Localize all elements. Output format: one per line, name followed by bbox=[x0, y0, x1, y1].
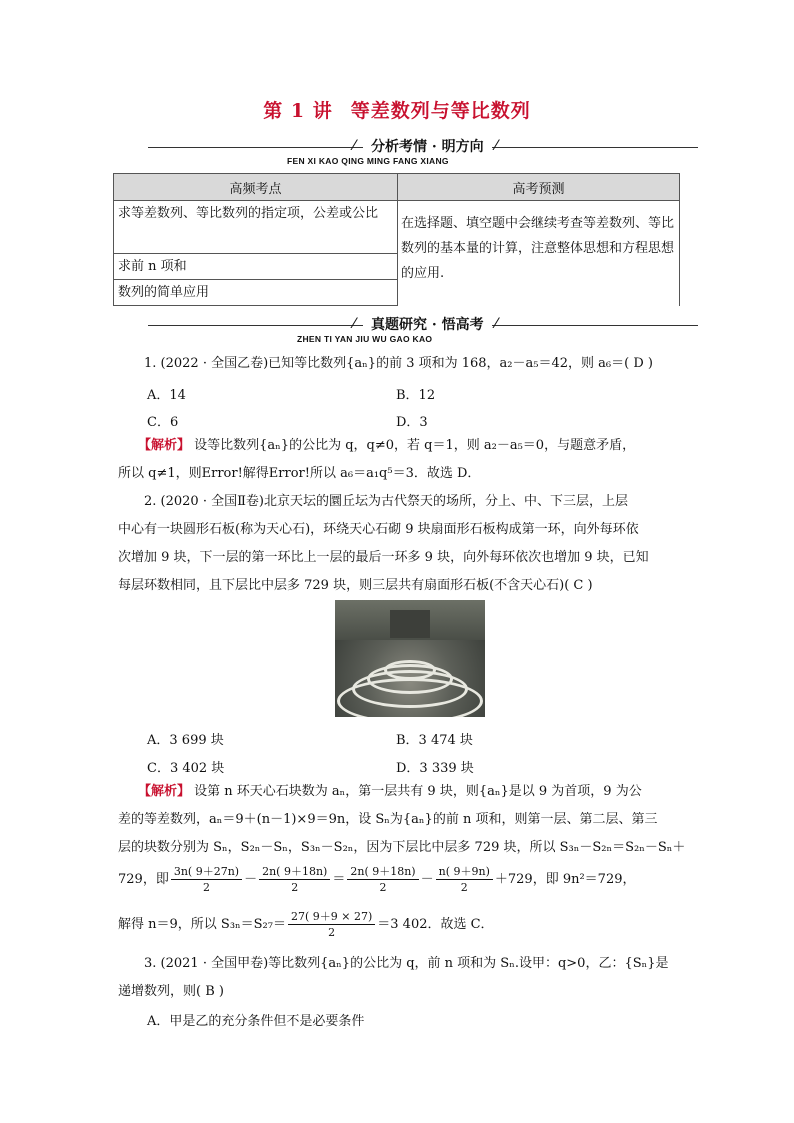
slash-decoration-left: ⁄ bbox=[353, 316, 356, 332]
question-2-stem-line3: 次增加 9 块，下一层的第一环比上一层的最后一环多 9 块，向外每环依次也增加 9 块，已知 bbox=[118, 550, 649, 565]
q2-analysis bbox=[138, 778, 688, 806]
question-1-stem: 1. (2022 · 全国乙卷)已知等比数列{aₙ}的前 3 项和为 168，a₂－a₅＝42，则 a₆＝( D ) bbox=[144, 356, 653, 371]
section-banner-analysis bbox=[113, 136, 698, 176]
q2-solution: 解得 n＝9，所以 S₃ₙ＝S₂₇＝ $\frac{27( 9+9 \times 27)}{2}$ ＝3 402．故选 C． bbox=[118, 910, 494, 939]
topic-cell: 数列的简单应用 bbox=[114, 280, 398, 306]
question-3-stem-line2: 递增数列，则( B ) bbox=[118, 984, 224, 999]
fraction: $\frac{2n( 9+18n)}{2}$ bbox=[347, 864, 418, 895]
section-label: 真题研究 · 悟高考 bbox=[363, 314, 492, 334]
slash-decoration-right: ⁄ bbox=[495, 316, 498, 332]
slash-decoration-left: ⁄ bbox=[353, 138, 356, 154]
topic-cell: 求等差数列、等比数列的指定项，公差或公比 bbox=[114, 201, 398, 254]
q2-option-b: B．3 474 块 bbox=[396, 733, 473, 748]
slash-decoration-right: ⁄ bbox=[495, 138, 498, 154]
prediction-cell: 在选择题、填空题中会继续考查等差数列、等比数列的基本量的计算，注意整体思想和方程思想的应用. bbox=[398, 201, 680, 306]
analysis-text: 设等比数列{aₙ}的公比为 q，q≠0，若 q＝1，则 a₂－a₅＝0，与题意矛盾， bbox=[194, 438, 636, 453]
q2-analysis-line3: 层的块数分别为 Sₙ，S₂ₙ－Sₙ，S₃ₙ－S₂ₙ，因为下层比中层多 729 块，所以 S₃ₙ－S₂ₙ＝S₂ₙ－Sₙ＋ bbox=[118, 840, 686, 855]
section-banner-exam bbox=[113, 314, 698, 354]
lecture-number: 第 1 讲 bbox=[263, 100, 333, 122]
q3-option-a: A．甲是乙的充分条件但不是必要条件 bbox=[147, 1014, 365, 1029]
q1-option-d: D．3 bbox=[396, 415, 428, 430]
analysis-text: 设第 n 环天心石块数为 aₙ，第一层共有 9 块，则{aₙ}是以 9 为首项，9 为公 bbox=[194, 784, 642, 799]
fraction: $\frac{n( 9+9n)}{2}$ bbox=[436, 864, 493, 895]
lecture-topic: 等差数列与等比数列 bbox=[350, 100, 531, 122]
section-pinyin: FEN XI KAO QING MING FANG XIANG bbox=[287, 156, 449, 166]
question-2-stem-line2: 中心有一块圆形石板(称为天心石)，环绕天心石砌 9 块扇面形石板构成第一环，向外每环依 bbox=[118, 522, 639, 537]
q1-option-b: B．12 bbox=[396, 388, 436, 403]
topic-cell: 求前 n 项和 bbox=[114, 254, 398, 280]
question-2-stem-line1: 2. (2020 · 全国Ⅱ卷)北京天坛的圜丘坛为古代祭天的场所，分上、中、下三层，上层 bbox=[144, 494, 628, 509]
fraction: $\frac{2n( 9+18n)}{2}$ bbox=[259, 864, 330, 895]
analysis-tag: 【解析】 bbox=[138, 784, 191, 799]
section-label: 分析考情 · 明方向 bbox=[363, 136, 492, 156]
exam-analysis-table bbox=[113, 173, 680, 306]
question-2-stem-line4: 每层环数相同，且下层比中层多 729 块，则三层共有扇面形石板(不含天心石)( C ) bbox=[118, 578, 593, 593]
q1-option-a: A．14 bbox=[147, 388, 186, 403]
q1-analysis-line2: 所以 q≠1，则Error!解得Error!所以 a₆＝a₁q⁵＝3．故选 D． bbox=[118, 466, 481, 481]
fraction: $\frac{3n( 9+27n)}{2}$ bbox=[171, 864, 242, 895]
page-title bbox=[0, 96, 794, 123]
analysis-tag: 【解析】 bbox=[138, 438, 191, 453]
question-3-stem-line1: 3. (2021 · 全国甲卷)等比数列{aₙ}的公比为 q，前 n 项和为 Sₙ.设甲：q>0，乙：{Sₙ}是 bbox=[144, 956, 669, 971]
q1-option-c: C．6 bbox=[147, 415, 179, 430]
q2-equation: 729，即 $\frac{3n( 9+27n)}{2}$ － $\frac{2n( 9+18n)}{2}$ ＝ $\frac{2n( 9+18n)}{2}$ － $\frac{n( 9+9n)}{2}$ ＋729，即 9n²＝729， bbox=[118, 865, 636, 894]
section-pinyin: ZHEN TI YAN JIU WU GAO KAO bbox=[297, 334, 433, 344]
q2-option-d: D．3 339 块 bbox=[396, 761, 474, 776]
q2-option-c: C．3 402 块 bbox=[147, 761, 225, 776]
temple-of-heaven-photo bbox=[335, 600, 485, 717]
q2-analysis-line2: 差的等差数列，aₙ＝9＋(n－1)×9＝9n，设 Sₙ为{aₙ}的前 n 项和，则第一层、第二层、第三 bbox=[118, 812, 658, 827]
table-header-prediction: 高考预测 bbox=[398, 174, 680, 201]
q1-analysis bbox=[138, 432, 688, 460]
fraction: $\frac{27( 9+9 \times 27)}{2}$ bbox=[288, 909, 375, 940]
table-header-topics: 高频考点 bbox=[114, 174, 398, 201]
q2-option-a: A．3 699 块 bbox=[147, 733, 224, 748]
